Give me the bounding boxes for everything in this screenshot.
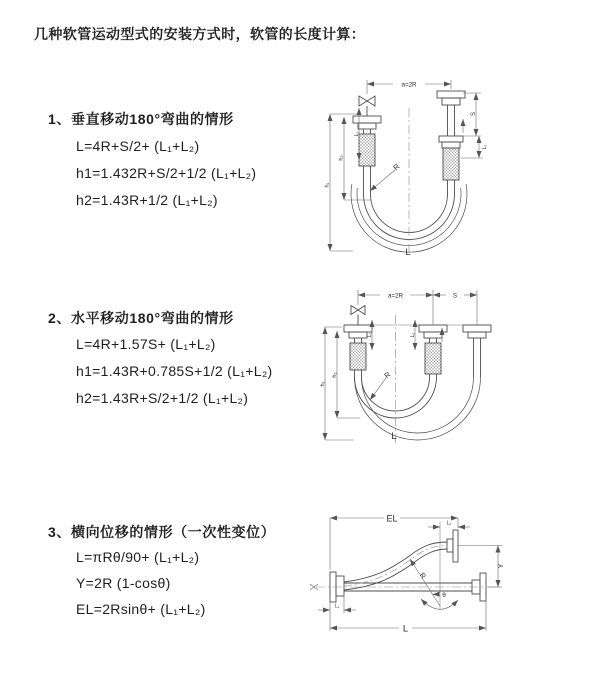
section-3-formula-Y: Y=2R (1-cosθ): [76, 575, 171, 591]
rotation-arrow: [421, 599, 458, 609]
section-2-formula-L: L=4R+1.57S+ (L₁+L₂): [76, 336, 216, 352]
dim-label-l: L: [402, 623, 409, 635]
diagram-lateral-displacement: [300, 498, 600, 658]
dim-label-l1: L₁: [367, 332, 373, 338]
page-title: 几种软管运动型式的安装方式时，软管的长度计算：: [34, 26, 366, 42]
dim-label-r: R: [417, 571, 427, 581]
dim-label-r: R: [391, 161, 402, 173]
dim-label-y: Y: [496, 563, 505, 569]
middle-flange: [419, 325, 447, 343]
dim-label-a2r: a=2R: [388, 292, 403, 300]
dim-label-l2: L₂: [446, 520, 452, 527]
dim-label-r: R: [382, 369, 393, 381]
left-braid-section: [350, 343, 366, 370]
section-2-heading: 2、水平移动180°弯曲的情形: [48, 310, 234, 326]
dim-label-el: EL: [386, 513, 398, 524]
dim-label-h2: h₂: [332, 372, 338, 378]
dim-label-a2r: a=2R: [401, 81, 417, 89]
radius-leader: [370, 378, 386, 400]
section-3-formula-L: L=πRθ/90+ (L₁+L₂): [76, 549, 200, 565]
radius-leader: [410, 559, 440, 606]
valve-icon: [359, 96, 375, 116]
dim-label-h1: h₁: [320, 381, 326, 387]
dim-label-l1: L₁: [334, 603, 340, 610]
shifted-flange: [463, 325, 491, 377]
left-braid-section: [359, 134, 375, 166]
dim-label-theta: θ: [442, 592, 446, 599]
valve-icon: [351, 306, 365, 326]
right-fitting: [437, 91, 465, 148]
dimension-lines: [330, 80, 483, 254]
radius-leader: [370, 170, 395, 191]
diagram-vertical-180-bend: [313, 70, 583, 260]
dim-label-h2: h₂: [338, 155, 345, 161]
section-3-heading: 3、横向位移的情形（一次性变位）: [48, 524, 276, 540]
dim-label-s: S: [471, 111, 477, 117]
dim-label-s: S: [452, 292, 458, 300]
section-3-formula-EL: EL=2Rsinθ+ (L₁+L₂): [76, 601, 206, 617]
dimension-labels: [335, 514, 505, 635]
section-1-heading: 1、垂直移动180°弯曲的情形: [48, 111, 234, 127]
diagram-horizontal-180-bend: [310, 282, 600, 452]
section-2-formula-h2: h2=1.43R+S/2+1/2 (L₁+L₂): [76, 390, 249, 406]
left-flange: [353, 116, 381, 137]
section-1-formula-h2: h2=1.43R+1/2 (L₁+L₂): [76, 192, 218, 208]
dimension-lines: [325, 290, 477, 446]
dimension-labels: [325, 82, 489, 259]
section-1-formula-L: L=4R+S/2+ (L₁+L₂): [76, 138, 200, 154]
dim-label-l2: L₂: [410, 332, 416, 338]
dimension-lines: [310, 518, 502, 631]
upper-flange: [447, 530, 458, 562]
dim-label-l: L: [405, 247, 411, 258]
middle-braid-section: [425, 343, 441, 374]
hose-drawing: [344, 306, 491, 441]
section-1-formula-h1: h1=1.432R+S/2+1/2 (L₁+L₂): [76, 165, 257, 181]
dim-label-l: L: [391, 431, 397, 442]
dim-label-l2: L₂: [482, 144, 488, 150]
u-bend-hose: [355, 370, 481, 440]
right-braid-section: [443, 148, 459, 180]
theta-arc: [432, 592, 440, 594]
dim-label-l1: L₁: [354, 131, 360, 137]
dim-label-h1: h₁: [324, 182, 331, 188]
hose-drawing: [330, 530, 486, 602]
section-2-formula-h1: h1=1.43R+0.785S+1/2 (L₁+L₂): [76, 363, 273, 379]
